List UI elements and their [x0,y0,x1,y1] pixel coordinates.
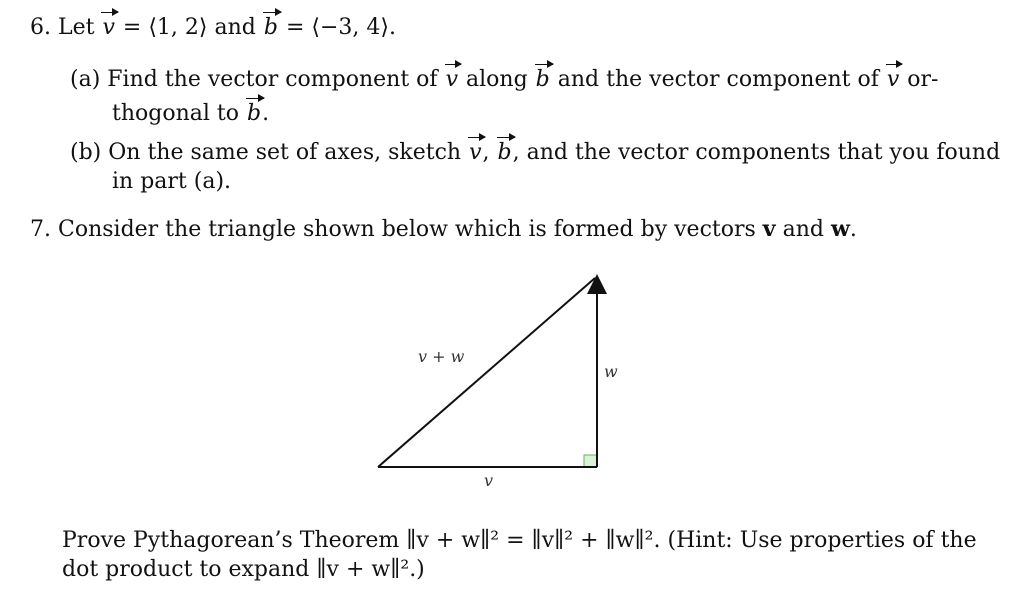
part-b-line1: (b) On the same set of axes, sketch v, b, and the vector components that you found [70,140,1001,165]
part-b-text: On the same set of axes, sketch [108,140,462,165]
vector-b: b [497,140,512,165]
right-angle-marker [584,455,597,467]
problem-7-text: Consider the triangle shown below which is formed by vectors [58,217,756,242]
along-word: along [466,67,528,92]
problem-7-number: 7. [30,217,51,242]
bold-v: v [762,216,776,242]
problem-6-number: 6. [30,15,51,40]
vector-v: v [102,15,115,40]
vector-b: b [263,15,278,40]
and-word: and [214,15,256,40]
prove-line2: dot product to expand ∥v + w∥².) [62,557,425,582]
v-definition: = ⟨1, 2⟩ [122,15,208,40]
part-a-text2: and the vector component of [557,67,879,92]
label-w: w [604,362,618,381]
vector-b: b [246,101,262,126]
part-a-text3: thogonal to [112,101,239,126]
and-word: and [782,217,824,242]
hyphenated-or: or- [907,67,939,92]
part-a-line2: thogonal to b. [112,101,270,126]
part-b-line2: in part (a). [112,169,232,194]
vector-v: v [886,67,900,92]
vector-b: b [535,67,550,92]
vector-v: v [445,67,459,92]
vector-v: v [469,140,482,165]
bold-w: w [830,216,850,242]
b-definition: = ⟨−3, 4⟩. [285,15,396,40]
label-v-plus-w: v + w [418,347,465,366]
prove-line1: Prove Pythagorean’s Theorem ∥v + w∥² = ∥v∥² + ∥w∥². (Hint: Use properties of the [62,528,977,553]
let-word: Let [58,15,95,40]
part-a-text: Find the vector component of [107,67,438,92]
vector-v-plus-w-line [378,278,595,467]
part-b-label: (b) [70,140,102,165]
label-v: v [484,471,494,490]
period: . [849,217,857,242]
part-b-text2: , and the vector components that you found [512,140,1001,165]
part-a-label: (a) [70,67,101,92]
